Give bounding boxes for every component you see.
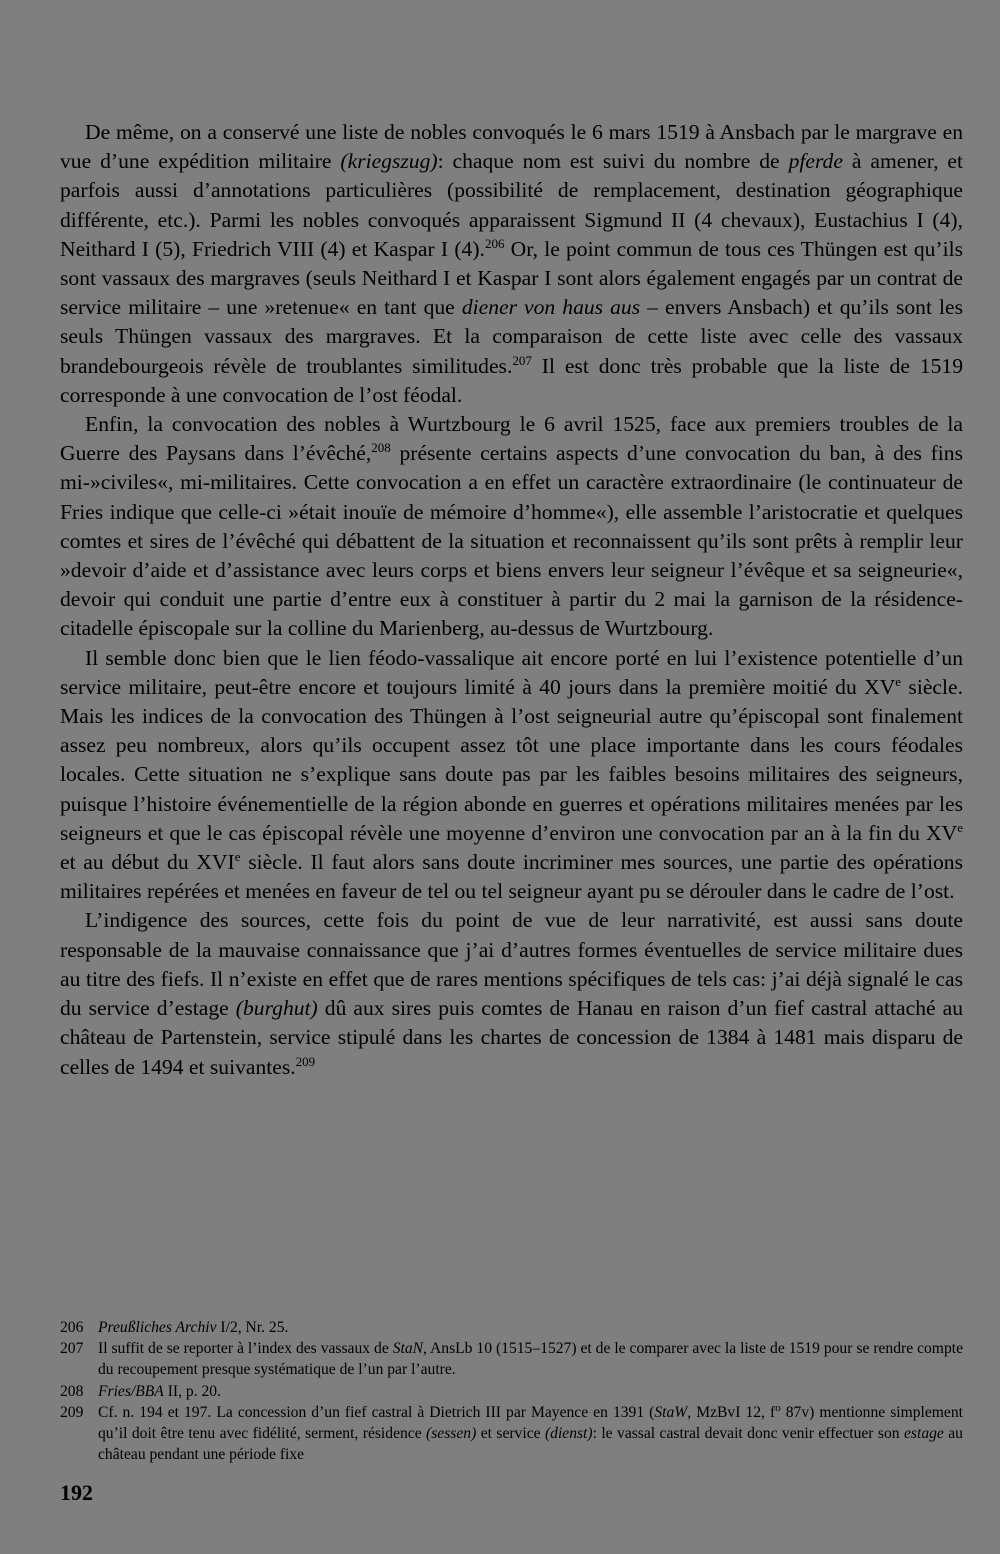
page-number: 192 — [60, 1480, 93, 1505]
italic-text: (sessen) — [426, 1425, 477, 1443]
italic-text: (burghut) — [235, 996, 318, 1021]
footnote-number: 208 — [60, 1382, 84, 1400]
text-run: De même, on a conservé une liste de nobles convoqués le 6 mars 1519 à Ansbach par le margrave en vue d’une expédition militaire — [60, 120, 963, 174]
italic-text: Preußliches Archiv — [98, 1319, 217, 1336]
text-run: : chaque nom est suivi du nombre de — [437, 149, 789, 174]
main-text — [60, 118, 963, 1082]
text-run: Il suffit de se reporter à l’index des vassaux de — [98, 1340, 393, 1358]
superscript: e — [895, 673, 902, 689]
footnote — [60, 1402, 963, 1466]
text-run: : le vassal castral devait donc venir effectuer son — [592, 1425, 904, 1443]
italic-text: diener von haus aus — [461, 295, 641, 320]
paragraph — [60, 906, 963, 1081]
footnote-number: 209 — [60, 1403, 84, 1421]
superscript: 208 — [371, 440, 391, 456]
paragraph — [60, 644, 963, 907]
text-run: Or, le point commun de tous ces Thüngen est qu’ils sont vassaux des margraves (seuls Neithard I et Kaspar I sont alors également engagés par un contrat de service militaire – une »retenue« en tant que — [60, 236, 964, 320]
text-run: dû aux sires puis comtes de Hanau en raison d’un fief castral attaché au château de Partenstein, service stipulé dans les chartes de concession de 1384 à 1481 mais disparu de celles de 1494 et suivantes. — [60, 996, 963, 1079]
superscript: o — [775, 1401, 781, 1414]
text-run: siècle. Il faut alors sans doute incriminer mes sources, une partie des opérations militaires repérées et menées en faveur de tel ou tel seigneur ayant pu se dérouler dans le cadre de l’ost. — [60, 850, 963, 904]
italic-text: StaW — [654, 1403, 688, 1421]
text-run: – envers Ansbach) et qu’ils sont les seuls Thüngen vassaux des margraves. Et la comparaison de cette liste avec celle des vassaux brandebourgeois révèle de troublantes similitudes. — [60, 295, 963, 378]
text-run: 87v) mentionne simplement qu’il doit être tenu avec fidélité, serment, résidence — [98, 1403, 963, 1443]
footnote — [60, 1317, 963, 1338]
superscript: 207 — [512, 352, 532, 368]
italic-text: StaN — [392, 1340, 424, 1358]
paragraph — [60, 410, 963, 644]
superscript: e — [234, 849, 241, 865]
italic-text: Fries/BBA — [98, 1382, 164, 1400]
text-run: L’indigence des sources, cette fois du point de vue de leur narrativité, est aussi sans doute responsable de la mauvaise connaissance que j’ai d’autres formes éventuelles de service militaire dues au titre des fiefs. Il n’existe en effet que de rares mentions spécifiques de tels cas: j’ai déjà signalé le cas du service d’estage — [60, 908, 963, 1021]
text-run: , AnsLb 10 (1515–1527) et de le comparer avec la liste de 1519 pour se rendre compte du recoupement presque systématique de l’un par l’autre. — [98, 1340, 963, 1379]
italic-text: pferde — [788, 149, 843, 174]
paragraph — [60, 118, 963, 410]
text-run: I/2, Nr. 25. — [216, 1319, 289, 1336]
footnotes — [60, 1317, 963, 1465]
footnote — [60, 1381, 963, 1402]
text-run: à amener, et parfois aussi d’annotations particulières (possibilité de remplacement, destination géographique différente, etc.). Parmi les nobles convoqués apparaissent Sigmund II (4 chevaux), Eustachius I (4), Neithard I (5), Friedrich VIII (4) et Kaspar I (4). — [60, 149, 963, 261]
footnote-number: 207 — [60, 1340, 84, 1358]
footnote-number: 206 — [60, 1319, 84, 1336]
text-run: Il semble donc bien que le lien féodo-vassalique ait encore porté en lui l’existence potentielle d’un service militaire, peut-être encore et toujours limité à 40 jours dans la première moitié du XV — [60, 645, 963, 699]
italic-text: (kriegszug) — [340, 149, 438, 174]
superscript: 209 — [295, 1053, 316, 1069]
footnote — [60, 1338, 963, 1380]
text-run: II, p. 20. — [163, 1382, 221, 1400]
text-run: Cf. n. 194 et 197. La concession d’un fief castral à Dietrich III par Mayence en 1391 ( — [98, 1403, 655, 1421]
italic-text: (dienst) — [544, 1425, 593, 1443]
text-run: et service — [476, 1425, 545, 1443]
superscript: 206 — [484, 235, 505, 251]
text-run: présente certains aspects d’une convocation du ban, à des fins mi-»civiles«, mi-militaires. Cette convocation a en effet un caractère extraordinaire (le continuateur de Fries indique que celle-ci »était inouïe de mémoire d’homme«), elle assemble l’aristocratie et quelques comtes et sires de l’évêché qui débattent de la situation et reconnaissent qu’ils sont prêts à remplir leur »devoir d’aide et d’assistance avec leurs corps et biens envers leur seigneur l’évêque et sa seigneurie«, devoir qui conduit une partie d’entre eux à constituer à partir du 2 mai la garnison de la résidence-citadelle épiscopale sur la colline du Marienberg, au-dessus de Wurtzbourg. — [60, 441, 963, 641]
text-run: Enfin, la convocation des nobles à Wurtzbourg le 6 avril 1525, face aux premiers troubles de la Guerre des Paysans dans l’évêché, — [60, 412, 963, 466]
text-run: , MzBvI 12, f — [687, 1403, 776, 1421]
text-run: au château pendant une période fixe — [98, 1425, 963, 1464]
text-run: et au début du XVI — [60, 850, 235, 875]
text-run: Il est donc très probable que la liste de 1519 corresponde à une convocation de l’ost féodal. — [60, 353, 963, 407]
superscript: e — [957, 819, 963, 835]
text-run: siècle. Mais les indices de la convocation des Thüngen à l’ost seigneurial autre qu’épiscopal sont finalement assez peu nombreux, alors qu’ils occupent assez tôt une place importante dans les cours féodales locales. Cette situation ne s’explique sans doute pas par les faibles besoins militaires des seigneurs, puisque l’histoire événementielle de la région abonde en guerres et opérations militaires menées par les seigneurs et que le cas épiscopal révèle une moyenne d’environ une convocation par an à la fin du XV — [60, 674, 963, 845]
italic-text: estage — [904, 1425, 944, 1443]
